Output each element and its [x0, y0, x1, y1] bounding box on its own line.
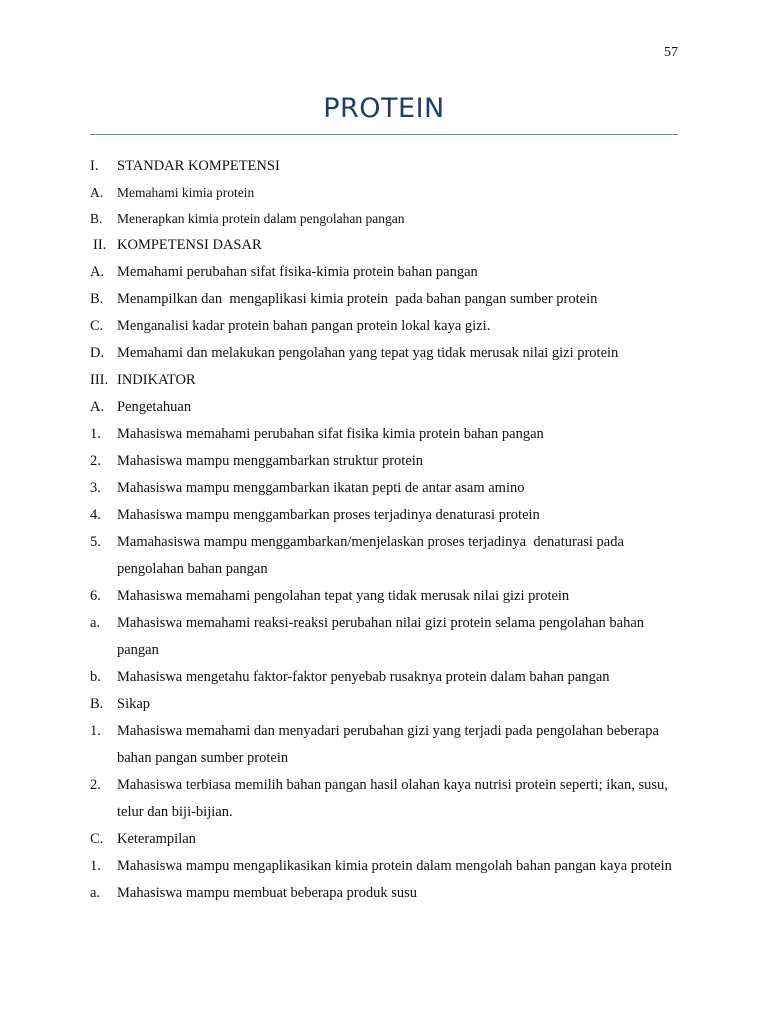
content-list — [90, 153, 678, 907]
title-divider — [90, 134, 678, 135]
list-item — [90, 718, 678, 772]
list-item — [90, 448, 678, 475]
item-label: a. — [90, 885, 101, 901]
item-label: a. — [90, 615, 101, 631]
item-label: 4. — [90, 507, 101, 523]
item-text: Menerapkan kimia protein dalam pengolahan pangan — [117, 211, 405, 226]
item-text: Mahasiswa memahami perubahan sifat fisika kimia protein bahan pangan — [117, 426, 544, 442]
item-label: b. — [90, 669, 101, 685]
item-text: Menganalisi kadar protein bahan pangan protein lokal kaya gizi. — [117, 318, 491, 334]
item-text: Menampilkan dan mengaplikasi kimia protein pada bahan pangan sumber protein — [117, 291, 598, 307]
item-text: Memahami kimia protein — [117, 185, 255, 200]
item-text: Mahasiswa mampu menggambarkan ikatan pepti de antar asam amino — [117, 480, 525, 496]
list-item — [90, 286, 678, 313]
item-text: Mahasiswa mampu mengaplikasikan kimia protein dalam mengolah bahan pangan kaya protein — [117, 858, 672, 874]
item-text: INDIKATOR — [117, 372, 196, 388]
item-label: B. — [90, 211, 103, 226]
item-label: C. — [90, 831, 104, 847]
list-item — [90, 772, 678, 826]
item-text: Sikap — [117, 696, 151, 712]
list-item — [90, 475, 678, 502]
item-text: STANDAR KOMPETENSI — [117, 158, 280, 174]
item-label: C. — [90, 318, 104, 334]
list-item — [90, 313, 678, 340]
item-text: Mahasiswa mampu membuat beberapa produk susu — [117, 885, 417, 901]
subsection-heading-sikap — [90, 691, 678, 718]
item-text: Pengetahuan — [117, 399, 192, 415]
list-item — [90, 340, 678, 367]
subsection-heading-pengetahuan — [90, 394, 678, 421]
list-item — [90, 259, 678, 286]
list-item — [90, 853, 678, 880]
item-label: B. — [90, 696, 104, 712]
item-label: 6. — [90, 588, 101, 604]
item-label: A. — [90, 399, 105, 415]
item-text: Mahasiswa mampu menggambarkan struktur protein — [117, 453, 424, 469]
item-label: 1. — [90, 426, 101, 442]
list-item — [90, 610, 678, 664]
section-heading-indikator — [90, 367, 678, 394]
list-item — [90, 421, 678, 448]
item-text: Mahasiswa terbiasa memilih bahan pangan hasil olahan kaya nutrisi protein seperti; ikan, susu, telur dan biji-bijian. — [117, 777, 668, 820]
item-text: Mahasiswa memahami dan menyadari perubahan gizi yang terjadi pada pengolahan beberapa bahan pangan sumber protein — [117, 723, 659, 766]
list-item — [90, 206, 678, 232]
list-item — [90, 502, 678, 529]
item-label: 2. — [90, 453, 101, 469]
item-text: KOMPETENSI DASAR — [117, 237, 262, 253]
item-label: A. — [90, 185, 104, 200]
page-title: PROTEIN — [323, 93, 445, 124]
item-label: 1. — [90, 858, 101, 874]
item-text: Mahasiswa mengetahu faktor-faktor penyebab rusaknya protein dalam bahan pangan — [117, 669, 610, 685]
list-item — [90, 180, 678, 206]
item-text: Mahasiswa mampu menggambarkan proses terjadinya denaturasi protein — [117, 507, 540, 523]
page-number: 57 — [664, 45, 678, 60]
item-label: A. — [90, 264, 105, 280]
item-text: Keterampilan — [117, 831, 196, 847]
list-item — [90, 583, 678, 610]
list-item — [90, 664, 678, 691]
item-label: 5. — [90, 534, 101, 550]
list-item — [90, 529, 678, 583]
item-label: II. — [93, 237, 107, 253]
item-label: I. — [90, 158, 99, 174]
section-heading-kompetensi-dasar — [90, 232, 678, 259]
subsection-heading-keterampilan — [90, 826, 678, 853]
item-label: III. — [90, 372, 109, 388]
item-text: Mahasiswa memahami reaksi-reaksi perubahan nilai gizi protein selama pengolahan bahan pangan — [117, 615, 645, 658]
item-label: D. — [90, 345, 105, 361]
item-label: 2. — [90, 777, 101, 793]
item-label: B. — [90, 291, 104, 307]
item-label: 1. — [90, 723, 101, 739]
item-text: Mahasiswa memahami pengolahan tepat yang tidak merusak nilai gizi protein — [117, 588, 570, 604]
item-text: Memahami perubahan sifat fisika-kimia protein bahan pangan — [117, 264, 478, 280]
list-item — [90, 880, 678, 907]
item-text: Memahami dan melakukan pengolahan yang tepat yag tidak merusak nilai gizi protein — [117, 345, 619, 361]
item-label: 3. — [90, 480, 101, 496]
item-text: Mamahasiswa mampu menggambarkan/menjelaskan proses terjadinya denaturasi pada pengolahan bahan pangan — [117, 534, 628, 577]
section-heading-standar-kompetensi — [90, 153, 678, 180]
